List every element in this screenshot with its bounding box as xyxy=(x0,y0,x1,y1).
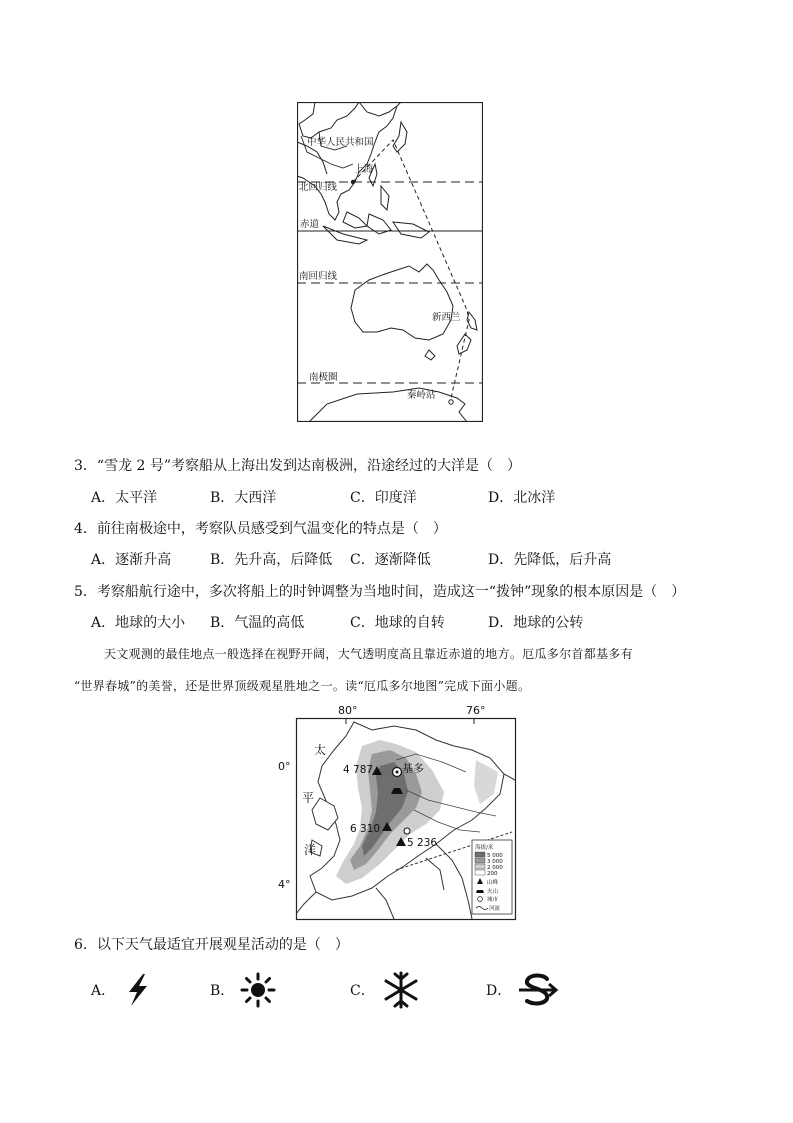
q6-option-c-label: C． xyxy=(350,983,375,999)
q3-option-c[interactable]: C．印度洋 xyxy=(350,490,417,506)
legend-title: 海拔/米 xyxy=(475,845,494,851)
question-3-text: “雪龙 2 号”考察船从上海出发到达南极洲，沿途经过的大洋是（ ） xyxy=(96,458,522,474)
question-4-text: 前往南极途中，考察队员感受到气温变化的特点是（ ） xyxy=(96,521,447,537)
legend-level-4: 200 xyxy=(487,871,498,877)
legend-item-volcano: 火山 xyxy=(487,889,499,895)
q6-option-d[interactable] xyxy=(486,970,561,1010)
q6-option-a-label: A． xyxy=(91,983,116,999)
q4-option-b[interactable]: B．先升高，后降低 xyxy=(210,552,333,568)
label-tropic-of-cancer: 北回归线 xyxy=(299,182,338,193)
q5-option-d[interactable]: D．地球的公转 xyxy=(488,615,584,631)
passage-line-1: 天文观测的最佳地点一般选择在视野开阔，大气透明度高且靠近赤道的地方。厄瓜多尔首都基多有 xyxy=(104,647,633,661)
lat-label-0: 0° xyxy=(278,760,291,773)
ocean-char-1: 太 xyxy=(314,743,327,757)
peak-5236-label: 5 236 xyxy=(407,837,438,849)
legend-item-peak: 山峰 xyxy=(487,880,499,886)
q3-option-b[interactable]: B．大西洋 xyxy=(210,490,277,506)
q6-option-a[interactable] xyxy=(91,972,153,1008)
question-5-text: 考察船航行途中，多次将船上的时钟调整为当地时间，造成这一“拨钟”现象的根本原因是（ ） xyxy=(96,584,686,600)
label-antarctic-circle: 南极圈 xyxy=(309,372,338,383)
peak-6310-label: 6 310 xyxy=(350,823,381,835)
sunny-icon xyxy=(240,972,276,1008)
qinling-station-marker xyxy=(449,400,453,404)
question-4 xyxy=(74,518,447,538)
question-6-text: 以下天气最适宜开展观星活动的是（ ） xyxy=(96,937,349,953)
q5-option-a[interactable]: A．地球的大小 xyxy=(91,615,186,631)
route-map xyxy=(297,102,483,422)
lat-label-4: 4° xyxy=(278,878,291,891)
q3-option-d[interactable]: D．北冰洋 xyxy=(488,490,556,506)
quito-label: 基多 xyxy=(402,762,424,775)
passage-line-2: “世界春城”的美誉，还是世界顶级观星胜地之一。读“厄瓜多尔地图”完成下面小题。 xyxy=(74,679,531,693)
label-tropic-of-capricorn: 南回归线 xyxy=(299,271,338,282)
question-5 xyxy=(74,581,685,601)
shanghai-marker xyxy=(351,180,355,184)
quito-city-dot xyxy=(396,771,399,774)
question-6 xyxy=(74,934,349,954)
legend-volcano-icon xyxy=(476,890,484,893)
question-6-number: 6． xyxy=(74,937,97,953)
label-china: 中华人民共和国 xyxy=(307,137,374,148)
label-equator: 赤道 xyxy=(300,219,320,230)
legend-item-city: 城市 xyxy=(487,897,499,903)
question-3-number: 3． xyxy=(74,458,97,474)
ecuador-map xyxy=(276,700,522,922)
ocean-char-3: 洋 xyxy=(304,843,317,857)
q6-option-c[interactable] xyxy=(350,970,421,1010)
sandstorm-icon xyxy=(515,970,561,1010)
label-new-zealand: 新西兰 xyxy=(432,312,461,323)
q5-option-c[interactable]: C．地球的自转 xyxy=(350,615,445,631)
label-shanghai: 上海 xyxy=(354,164,374,175)
legend-level-2: 3 000 xyxy=(487,859,503,865)
q6-option-d-label: D． xyxy=(486,983,512,999)
q4-option-a[interactable]: A．逐渐升高 xyxy=(91,552,172,568)
q5-option-b[interactable]: B．气温的高低 xyxy=(210,615,305,631)
snow-icon xyxy=(381,970,421,1010)
q4-option-d[interactable]: D．先降低，后升高 xyxy=(488,552,612,568)
legend-city-icon xyxy=(478,897,483,902)
q4-option-c[interactable]: C．逐渐降低 xyxy=(350,552,431,568)
ocean-char-2: 平 xyxy=(302,791,315,805)
legend-level-3: 2 000 xyxy=(487,865,503,871)
q3-option-a[interactable]: A．太平洋 xyxy=(91,490,158,506)
map-legend xyxy=(472,840,512,914)
lon-label-76: 76° xyxy=(466,704,486,717)
lon-label-80: 80° xyxy=(338,704,358,717)
legend-item-river: 河流 xyxy=(489,906,501,912)
legend-level-1: 5 000 xyxy=(487,853,503,859)
question-5-number: 5． xyxy=(74,584,97,600)
label-qinling-station: 秦岭站 xyxy=(407,390,436,401)
question-4-number: 4． xyxy=(74,521,97,537)
small-city-icon xyxy=(404,828,410,834)
peak-4787-label: 4 787 xyxy=(343,764,374,776)
question-3 xyxy=(74,455,521,475)
lightning-icon xyxy=(123,972,153,1008)
q6-option-b-label: B． xyxy=(210,983,235,999)
q6-option-b[interactable] xyxy=(210,972,276,1008)
